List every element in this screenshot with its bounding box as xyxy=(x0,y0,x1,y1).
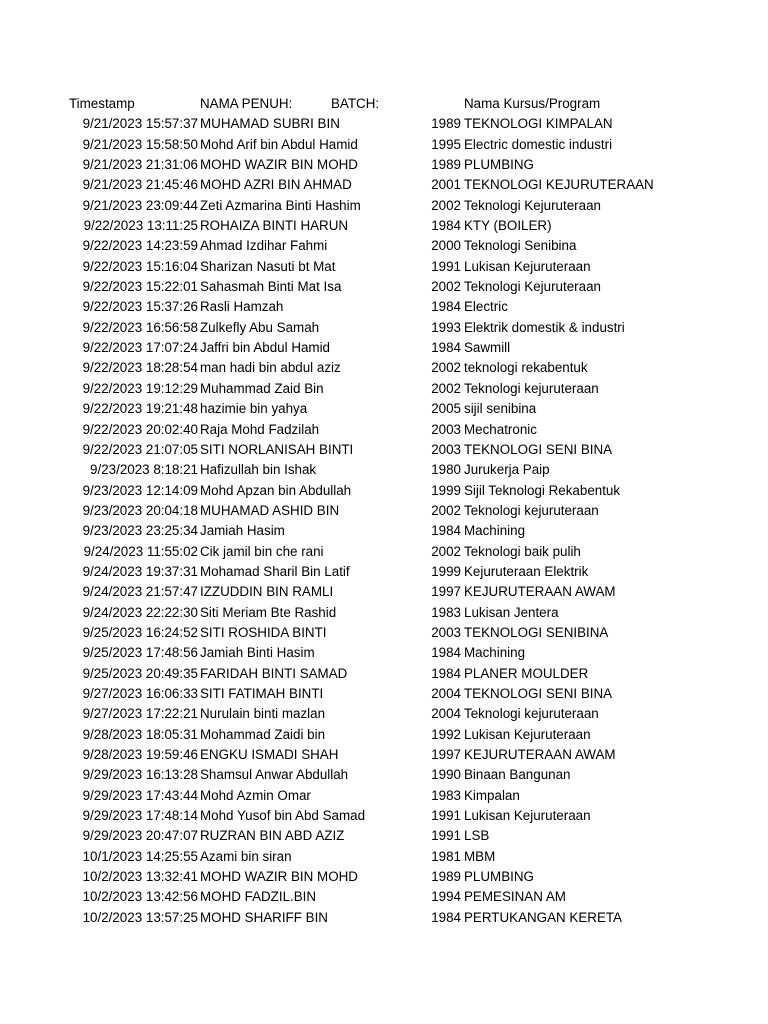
timestamp-cell[interactable]: 9/29/2023 20:47:07 xyxy=(82,828,198,844)
course-cell[interactable]: Binaan Bangunan xyxy=(464,767,571,783)
course-cell[interactable]: Teknologi Kejuruteraan xyxy=(464,197,601,213)
name-cell[interactable]: Mohd Arif bin Abdul Hamid xyxy=(200,136,358,152)
timestamp-cell[interactable]: 9/28/2023 19:59:46 xyxy=(82,747,198,762)
timestamp-cell[interactable]: 9/24/2023 19:37:31 xyxy=(82,563,198,579)
table-row xyxy=(0,664,768,684)
table-row xyxy=(0,887,768,907)
batch-cell[interactable]: 1984 xyxy=(431,218,461,234)
table-row xyxy=(0,420,768,440)
timestamp-cell[interactable]: 9/23/2023 20:04:18 xyxy=(82,502,198,518)
course-cell[interactable]: Elektrik domestik & industri xyxy=(464,319,625,335)
course-cell[interactable]: TEKNOLOGI SENI BINA xyxy=(464,685,613,701)
course-cell[interactable]: PEMESINAN AM xyxy=(464,889,566,905)
table-row xyxy=(0,765,768,785)
header-batch[interactable]: BATCH: xyxy=(331,96,380,111)
timestamp-cell[interactable]: 10/1/2023 14:25:55 xyxy=(82,848,198,864)
course-cell[interactable]: Teknologi kejuruteraan xyxy=(464,706,599,722)
batch-cell[interactable]: 1994 xyxy=(431,889,461,905)
table-row xyxy=(0,847,768,867)
name-cell[interactable]: SITI ROSHIDA BINTI xyxy=(200,624,327,640)
batch-cell[interactable]: 1989 xyxy=(431,116,461,132)
timestamp-cell[interactable]: 9/22/2023 14:23:59 xyxy=(82,238,198,254)
course-cell[interactable]: Kimpalan xyxy=(464,787,520,803)
course-cell[interactable]: KEJURUTERAAN AWAM xyxy=(464,584,616,600)
course-cell[interactable]: LSB xyxy=(464,828,490,844)
name-cell[interactable]: SITI FATIMAH BINTI xyxy=(200,685,324,701)
timestamp-cell[interactable]: 9/23/2023 12:14:09 xyxy=(82,482,198,498)
timestamp-cell[interactable]: 9/24/2023 22:22:30 xyxy=(82,604,198,620)
course-cell[interactable]: Lukisan Kejuruteraan xyxy=(464,808,591,824)
table-row xyxy=(0,318,768,338)
course-cell[interactable]: Lukisan Kejuruteraan xyxy=(464,726,591,742)
table-row xyxy=(0,175,768,195)
course-cell[interactable]: teknologi rekabentuk xyxy=(464,360,588,376)
course-cell[interactable]: PLUMBING xyxy=(464,869,534,885)
name-cell[interactable]: SITI NORLANISAH BINTI xyxy=(200,441,354,457)
batch-cell[interactable]: 1991 xyxy=(431,828,461,844)
name-cell[interactable]: RUZRAN BIN ABD AZIZ xyxy=(200,828,345,844)
course-cell[interactable]: Kejuruteraan Elektrik xyxy=(464,563,589,579)
timestamp-cell[interactable]: 9/22/2023 18:28:54 xyxy=(82,360,198,376)
timestamp-cell[interactable]: 9/29/2023 17:48:14 xyxy=(82,808,198,824)
timestamp-cell[interactable]: 9/29/2023 17:43:44 xyxy=(82,787,198,803)
timestamp-cell[interactable]: 9/21/2023 15:58:50 xyxy=(82,136,198,152)
name-cell[interactable]: Mohd Azmin Omar xyxy=(200,787,311,803)
name-cell[interactable]: Jaffri bin Abdul Hamid xyxy=(200,340,331,356)
name-cell[interactable]: Mohd Apzan bin Abdullah xyxy=(200,482,352,498)
course-cell[interactable]: PLANER MOULDER xyxy=(464,665,589,681)
name-cell[interactable]: Jamiah Hasim xyxy=(200,523,285,539)
timestamp-cell[interactable]: 9/25/2023 17:48:56 xyxy=(82,645,198,661)
batch-cell[interactable]: 1984 xyxy=(431,665,461,681)
batch-cell[interactable]: 1984 xyxy=(431,909,461,925)
timestamp-cell[interactable]: 10/2/2023 13:57:25 xyxy=(82,909,198,925)
batch-cell[interactable]: 1980 xyxy=(431,462,461,478)
timestamp-cell[interactable]: 9/22/2023 15:37:26 xyxy=(82,299,198,315)
name-cell[interactable]: Nurulain binti mazlan xyxy=(200,706,326,722)
course-cell[interactable]: Lukisan Jentera xyxy=(464,604,559,620)
name-cell[interactable]: Mohd Yusof bin Abd Samad xyxy=(200,808,366,824)
batch-cell[interactable]: 1991 xyxy=(431,808,461,824)
name-cell[interactable]: Shamsul Anwar Abdullah xyxy=(200,767,349,783)
timestamp-cell[interactable]: 10/2/2023 13:42:56 xyxy=(82,889,198,905)
table-row xyxy=(0,481,768,501)
table-row xyxy=(0,440,768,460)
name-cell[interactable]: MOHD WAZIR BIN MOHD xyxy=(200,869,358,885)
course-cell[interactable]: Jurukerja Paip xyxy=(464,462,550,478)
table-row xyxy=(0,297,768,317)
name-cell[interactable]: Siti Meriam Bte Rashid xyxy=(200,604,337,620)
course-cell[interactable]: PLUMBING xyxy=(464,157,534,173)
name-cell[interactable]: Jamiah Binti Hasim xyxy=(200,645,315,661)
course-cell[interactable]: Machining xyxy=(464,523,526,539)
batch-cell[interactable]: 1984 xyxy=(431,299,461,315)
course-cell[interactable]: Teknologi Senibina xyxy=(464,238,577,254)
timestamp-cell[interactable]: 10/2/2023 13:32:41 xyxy=(82,869,198,885)
course-cell[interactable]: Mechatronic xyxy=(464,421,537,437)
table-row xyxy=(0,379,768,399)
name-cell[interactable]: man hadi bin abdul aziz xyxy=(200,360,341,376)
timestamp-cell[interactable]: 9/29/2023 16:13:28 xyxy=(82,767,198,783)
table-row xyxy=(0,236,768,256)
course-cell[interactable]: Teknologi kejuruteraan xyxy=(464,380,599,396)
batch-cell[interactable]: 1999 xyxy=(431,482,461,498)
table-row xyxy=(0,684,768,704)
header-row xyxy=(0,94,768,114)
course-cell[interactable]: Electric domestic industri xyxy=(464,136,613,152)
batch-cell[interactable]: 1992 xyxy=(431,726,461,742)
name-cell[interactable]: Cik jamil bin che rani xyxy=(200,543,324,559)
timestamp-cell[interactable]: 9/21/2023 21:31:06 xyxy=(82,157,198,173)
name-cell[interactable]: MOHD AZRI BIN AHMAD xyxy=(200,177,352,193)
table-row xyxy=(0,114,768,134)
batch-cell[interactable]: 2003 xyxy=(431,441,461,457)
name-cell[interactable]: MOHD FADZIL.BIN xyxy=(200,889,317,905)
timestamp-cell[interactable]: 9/21/2023 21:45:46 xyxy=(82,177,198,193)
timestamp-cell[interactable]: 9/22/2023 17:07:24 xyxy=(82,340,198,356)
course-cell[interactable]: Teknologi Kejuruteraan xyxy=(464,279,601,295)
batch-cell[interactable]: 1995 xyxy=(431,136,461,152)
course-cell[interactable]: Sijil Teknologi Rekabentuk xyxy=(464,482,621,498)
table-row xyxy=(0,257,768,277)
timestamp-cell[interactable]: 9/22/2023 15:16:04 xyxy=(82,258,198,274)
batch-cell[interactable]: 2002 xyxy=(431,543,461,559)
batch-cell[interactable]: 1989 xyxy=(431,157,461,173)
batch-cell[interactable]: 2004 xyxy=(431,685,461,701)
table-row xyxy=(0,358,768,378)
course-cell[interactable]: sijil senibina xyxy=(464,401,537,417)
name-cell[interactable]: Mohamad Sharil Bin Latif xyxy=(200,563,350,579)
timestamp-cell[interactable]: 9/21/2023 23:09:44 xyxy=(82,197,198,213)
batch-cell[interactable]: 1997 xyxy=(431,584,461,600)
name-cell[interactable]: Hafizullah bin Ishak xyxy=(200,462,317,478)
name-cell[interactable]: ROHAIZA BINTI HARUN xyxy=(200,218,349,234)
name-cell[interactable]: hazimie bin yahya xyxy=(200,401,308,417)
course-cell[interactable]: PERTUKANGAN KERETA xyxy=(464,909,622,925)
course-cell[interactable]: Machining xyxy=(464,645,526,661)
table-row xyxy=(0,135,768,155)
timestamp-cell[interactable]: 9/22/2023 20:02:40 xyxy=(82,421,198,437)
table-row xyxy=(0,338,768,358)
course-cell[interactable]: Lukisan Kejuruteraan xyxy=(464,258,591,274)
batch-cell[interactable]: 1989 xyxy=(431,869,461,885)
name-cell[interactable]: Zulkefly Abu Samah xyxy=(200,319,320,335)
table-row xyxy=(0,582,768,602)
timestamp-cell[interactable]: 9/25/2023 16:24:52 xyxy=(82,624,198,640)
batch-cell[interactable]: 2002 xyxy=(431,197,461,213)
course-cell[interactable]: Teknologi kejuruteraan xyxy=(464,502,599,518)
name-cell[interactable]: MUHAMAD SUBRI BIN xyxy=(200,116,340,132)
course-cell[interactable]: KTY (BOILER) xyxy=(464,218,552,234)
timestamp-cell[interactable]: 9/23/2023 8:18:21 xyxy=(90,462,198,478)
batch-cell[interactable]: 1984 xyxy=(431,340,461,356)
batch-cell[interactable]: 1984 xyxy=(431,523,461,539)
batch-cell[interactable]: 1983 xyxy=(431,604,461,620)
batch-cell[interactable]: 1983 xyxy=(431,787,461,803)
name-cell[interactable]: Sahasmah Binti Mat Isa xyxy=(200,279,342,295)
course-cell[interactable]: TEKNOLOGI KIMPALAN xyxy=(464,116,613,132)
name-cell[interactable]: FARIDAH BINTI SAMAD xyxy=(200,665,348,681)
name-cell[interactable]: Ahmad Izdihar Fahmi xyxy=(200,238,328,254)
table-row xyxy=(0,643,768,663)
timestamp-cell[interactable]: 9/28/2023 18:05:31 xyxy=(82,726,198,742)
name-cell[interactable]: Raja Mohd Fadzilah xyxy=(200,421,320,437)
batch-cell[interactable]: 2001 xyxy=(431,177,461,193)
table-row xyxy=(0,216,768,236)
timestamp-cell[interactable]: 9/27/2023 17:22:21 xyxy=(82,706,198,722)
table-row xyxy=(0,562,768,582)
table-row xyxy=(0,806,768,826)
timestamp-cell[interactable]: 9/22/2023 15:22:01 xyxy=(82,279,198,295)
name-cell[interactable]: MOHD SHARIFF BIN xyxy=(200,909,328,925)
course-cell[interactable]: TEKNOLOGI SENI BINA xyxy=(464,441,613,457)
table-row xyxy=(0,542,768,562)
batch-cell[interactable]: 1990 xyxy=(431,767,461,783)
batch-cell[interactable]: 2000 xyxy=(431,238,461,254)
course-cell[interactable]: KEJURUTERAAN AWAM xyxy=(464,747,616,762)
name-cell[interactable]: ENGKU ISMADI SHAH xyxy=(200,747,339,762)
batch-cell[interactable]: 2002 xyxy=(431,502,461,518)
timestamp-cell[interactable]: 9/25/2023 20:49:35 xyxy=(82,665,198,681)
table-row xyxy=(0,725,768,745)
batch-cell[interactable]: 1993 xyxy=(431,319,461,335)
name-cell[interactable]: MUHAMAD ASHID BIN xyxy=(200,502,340,518)
batch-cell[interactable]: 2004 xyxy=(431,706,461,722)
timestamp-cell[interactable]: 9/22/2023 21:07:05 xyxy=(82,441,198,457)
batch-cell[interactable]: 2003 xyxy=(431,624,461,640)
course-cell[interactable]: Sawmill xyxy=(464,340,511,356)
batch-cell[interactable]: 2003 xyxy=(431,421,461,437)
name-cell[interactable]: Sharizan Nasuti bt Mat xyxy=(200,258,336,274)
table-row xyxy=(0,155,768,175)
course-cell[interactable]: TEKNOLOGI KEJURUTERAAN xyxy=(464,177,654,193)
table-row xyxy=(0,277,768,297)
batch-cell[interactable]: 1991 xyxy=(431,258,461,274)
batch-cell[interactable]: 1984 xyxy=(431,645,461,661)
table-row xyxy=(0,867,768,887)
batch-cell[interactable]: 1999 xyxy=(431,563,461,579)
timestamp-cell[interactable]: 9/21/2023 15:57:37 xyxy=(82,116,198,132)
name-cell[interactable]: Azami bin siran xyxy=(200,848,292,864)
timestamp-cell[interactable]: 9/22/2023 13:11:25 xyxy=(83,218,198,234)
timestamp-cell[interactable]: 9/22/2023 19:12:29 xyxy=(82,380,198,396)
batch-cell[interactable]: 2002 xyxy=(431,360,461,376)
batch-cell[interactable]: 2002 xyxy=(431,380,461,396)
name-cell[interactable]: MOHD WAZIR BIN MOHD xyxy=(200,157,358,173)
header-name[interactable]: NAMA PENUH: xyxy=(200,96,293,111)
name-cell[interactable]: Mohammad Zaidi bin xyxy=(200,726,326,742)
table-row xyxy=(0,196,768,216)
table-body xyxy=(0,114,768,928)
batch-cell[interactable]: 1981 xyxy=(431,848,461,864)
batch-cell[interactable]: 2002 xyxy=(431,279,461,295)
table-row xyxy=(0,908,768,928)
timestamp-cell[interactable]: 9/24/2023 21:57:47 xyxy=(82,584,198,600)
table-row xyxy=(0,521,768,541)
table-row xyxy=(0,826,768,846)
table-row xyxy=(0,786,768,806)
timestamp-cell[interactable]: 9/22/2023 19:21:48 xyxy=(82,401,198,417)
table-row xyxy=(0,460,768,480)
timestamp-cell[interactable]: 9/22/2023 16:56:58 xyxy=(82,319,198,335)
spreadsheet xyxy=(0,94,768,928)
course-cell[interactable]: MBM xyxy=(464,848,496,864)
batch-cell[interactable]: 2005 xyxy=(431,401,461,417)
table-row xyxy=(0,745,768,765)
name-cell[interactable]: Rasli Hamzah xyxy=(200,299,284,315)
timestamp-cell[interactable]: 9/24/2023 11:55:02 xyxy=(83,543,198,559)
table-row xyxy=(0,603,768,623)
table-row xyxy=(0,399,768,419)
table-row xyxy=(0,704,768,724)
course-cell[interactable]: Teknologi baik pulih xyxy=(464,543,581,559)
name-cell[interactable]: Muhammad Zaid Bin xyxy=(200,380,324,396)
course-cell[interactable]: TEKNOLOGI SENIBINA xyxy=(464,624,609,640)
batch-cell[interactable]: 1997 xyxy=(431,747,461,762)
timestamp-cell[interactable]: 9/23/2023 23:25:34 xyxy=(82,523,198,539)
name-cell[interactable]: IZZUDDIN BIN RAMLI xyxy=(200,584,334,600)
table-row xyxy=(0,501,768,521)
name-cell[interactable]: Zeti Azmarina Binti Hashim xyxy=(200,197,361,213)
header-timestamp[interactable]: Timestamp xyxy=(69,96,135,111)
header-course[interactable]: Nama Kursus/Program xyxy=(464,96,601,111)
timestamp-cell[interactable]: 9/27/2023 16:06:33 xyxy=(82,685,198,701)
course-cell[interactable]: Electric xyxy=(464,299,508,315)
table-row xyxy=(0,623,768,643)
